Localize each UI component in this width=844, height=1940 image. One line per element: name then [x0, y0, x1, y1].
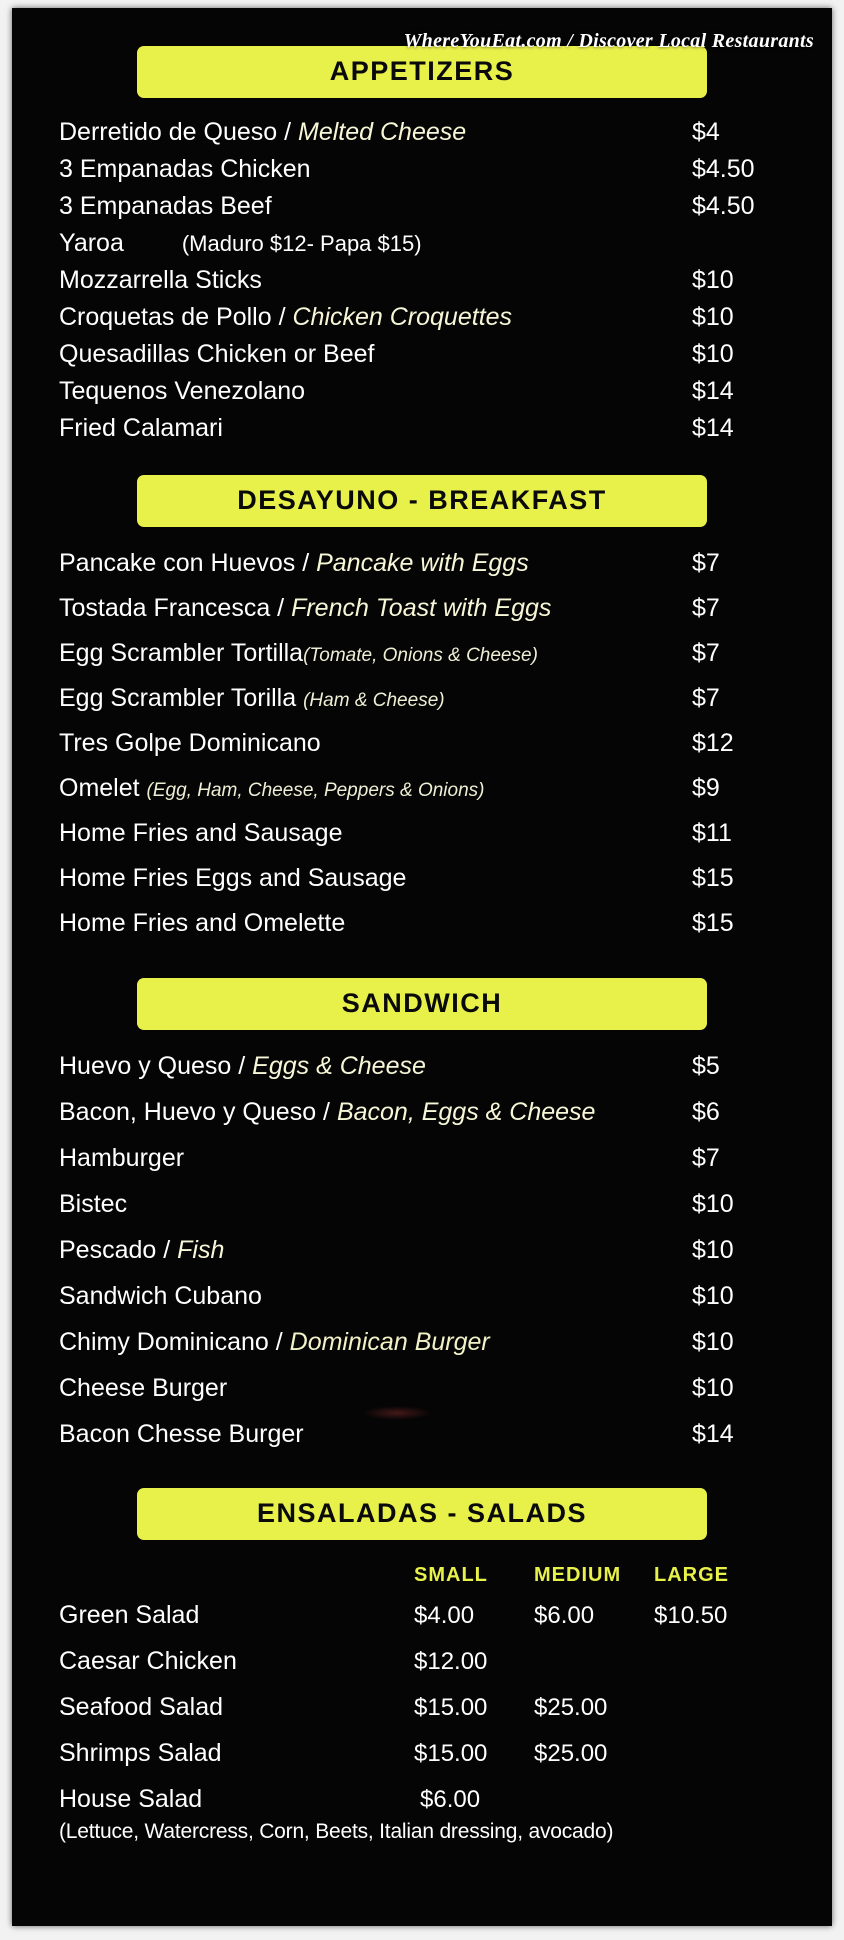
- item-name-translation: Chicken Croquettes: [292, 305, 513, 330]
- item-name: Quesadillas Chicken or Beef: [59, 342, 375, 367]
- column-header-small: SMALL: [414, 1564, 488, 1586]
- item-name: Cheese Burger: [59, 1376, 228, 1401]
- item-price: $7: [692, 639, 720, 667]
- item-name: Huevo y Queso / Eggs & Cheese: [59, 1054, 426, 1079]
- menu-row: [12, 821, 832, 846]
- menu-row: [12, 342, 832, 367]
- item-name-translation: Pancake with Eggs: [316, 551, 529, 576]
- item-name: Bistec: [59, 1192, 128, 1217]
- table-row: [12, 1785, 832, 1814]
- item-price: $11: [692, 819, 732, 847]
- item-name: Egg Scrambler Tortilla(Tomate, Onions & Cheese): [59, 641, 538, 666]
- item-name: Derretido de Queso / Melted Cheese: [59, 120, 467, 145]
- table-row: [12, 1647, 832, 1676]
- item-name: Tostada Francesca / French Toast with Eggs: [59, 596, 552, 621]
- item-name: 3 Empanadas Chicken: [59, 157, 311, 182]
- table-row: [12, 1601, 832, 1630]
- item-price: $10: [692, 340, 734, 368]
- item-price: $10: [692, 266, 734, 294]
- item-name-translation: Eggs & Cheese: [252, 1054, 426, 1079]
- section-breakfast: [12, 453, 832, 936]
- menu-row: [12, 1146, 832, 1171]
- item-price: $10: [692, 1374, 734, 1402]
- sandwich-items: [12, 1054, 832, 1447]
- item-price: $4.50: [692, 155, 755, 183]
- item-price: $4.50: [692, 192, 755, 220]
- price-small: $15.00: [414, 1740, 488, 1767]
- menu-row: [12, 686, 832, 711]
- price-small: $12.00: [414, 1648, 488, 1675]
- item-note: (Maduro $12- Papa $15): [181, 231, 422, 256]
- item-price: $10: [692, 1190, 734, 1218]
- item-name: Pancake con Huevos / Pancake with Eggs: [59, 551, 529, 576]
- item-name-translation: Bacon, Eggs & Cheese: [336, 1100, 596, 1125]
- appetizer-items: [12, 120, 832, 441]
- item-name: House Salad: [59, 1785, 203, 1813]
- price-small: $6.00: [420, 1786, 481, 1813]
- item-name: Home Fries Eggs and Sausage: [59, 866, 407, 891]
- item-name: Sandwich Cubano: [59, 1284, 262, 1309]
- item-price: $15: [692, 864, 734, 892]
- section-title-salads: ENSALADAS - SALADS: [137, 1488, 707, 1540]
- item-name: Tres Golpe Dominicano: [59, 731, 321, 756]
- item-name: Croquetas de Pollo / Chicken Croquettes: [59, 305, 513, 330]
- item-name: Fried Calamari: [59, 416, 223, 441]
- section-title-sandwich: SANDWICH: [137, 978, 707, 1030]
- item-name: 3 Empanadas Beef: [59, 194, 272, 219]
- item-name: Caesar Chicken: [59, 1647, 237, 1675]
- item-price: $7: [692, 684, 720, 712]
- item-name: Bacon, Huevo y Queso / Bacon, Eggs & Cheese: [59, 1100, 596, 1125]
- item-price: $9: [692, 774, 720, 802]
- menu-row: [12, 305, 832, 330]
- item-name: Green Salad: [59, 1601, 200, 1629]
- menu-row: [12, 157, 832, 182]
- item-name: Omelet (Egg, Ham, Cheese, Peppers & Onions): [59, 776, 485, 801]
- menu-board: [12, 8, 832, 1926]
- item-name: Hamburger: [59, 1146, 185, 1171]
- menu-row: [12, 776, 832, 801]
- menu-row: [12, 911, 832, 936]
- table-row: [12, 1693, 832, 1722]
- item-price: $7: [692, 549, 720, 577]
- item-name-translation: Fish: [177, 1238, 225, 1263]
- breakfast-items: [12, 551, 832, 936]
- item-price: $7: [692, 594, 720, 622]
- salad-ingredients-note: (Lettuce, Watercress, Corn, Beets, Italian dressing, avocado): [59, 1820, 614, 1843]
- price-medium: $25.00: [534, 1694, 608, 1721]
- section-title-appetizers: APPETIZERS: [137, 46, 707, 98]
- menu-row: [12, 641, 832, 666]
- menu-row: [12, 416, 832, 441]
- menu-row: [12, 1238, 832, 1263]
- menu-row: [12, 194, 832, 219]
- item-name: Pescado / Fish: [59, 1238, 225, 1263]
- site-watermark: WhereYouEat.com / Discover Local Restaurants: [403, 30, 814, 52]
- item-price: $6: [692, 1098, 720, 1126]
- menu-row: [12, 1422, 832, 1447]
- item-price: $5: [692, 1052, 720, 1080]
- section-title-breakfast: DESAYUNO - BREAKFAST: [137, 475, 707, 527]
- item-price: $10: [692, 1282, 734, 1310]
- menu-row: [12, 596, 832, 621]
- item-name: Home Fries and Sausage: [59, 821, 343, 846]
- table-row: [12, 1739, 832, 1768]
- item-name: Seafood Salad: [59, 1693, 224, 1721]
- column-header-medium: MEDIUM: [534, 1564, 622, 1586]
- menu-row: [12, 1192, 832, 1217]
- item-name: Mozzarrella Sticks: [59, 268, 262, 293]
- item-price: $7: [692, 1144, 720, 1172]
- item-price: $14: [692, 414, 734, 442]
- item-name-translation: French Toast with Eggs: [291, 596, 552, 621]
- price-medium: $25.00: [534, 1740, 608, 1767]
- section-salads: [12, 1468, 832, 1844]
- menu-row: [12, 1284, 832, 1309]
- item-name: Tequenos Venezolano: [59, 379, 306, 404]
- item-price: $14: [692, 1420, 734, 1448]
- menu-row: [12, 231, 832, 256]
- menu-row: [12, 1330, 832, 1355]
- menu-row: [12, 1376, 832, 1401]
- item-name: Bacon Chesse Burger: [59, 1422, 304, 1447]
- price-large: $10.50: [654, 1602, 728, 1629]
- item-name: Yaroa (Maduro $12- Papa $15): [59, 231, 422, 256]
- price-small: $15.00: [414, 1694, 488, 1721]
- menu-row: [12, 268, 832, 293]
- item-name: Egg Scrambler Torilla (Ham & Cheese): [59, 686, 445, 711]
- menu-row: [12, 1054, 832, 1079]
- salad-items: [12, 1601, 832, 1814]
- item-note: (Ham & Cheese): [303, 690, 445, 711]
- section-appetizers: [12, 8, 832, 441]
- item-name-translation: Melted Cheese: [298, 120, 467, 145]
- menu-row: [12, 379, 832, 404]
- item-price: $10: [692, 1236, 734, 1264]
- salad-column-headers: [12, 1564, 832, 1587]
- item-price: $14: [692, 377, 734, 405]
- section-sandwich: [12, 956, 832, 1447]
- menu-row: [12, 731, 832, 756]
- item-name: Shrimps Salad: [59, 1739, 222, 1767]
- item-name: Chimy Dominicano / Dominican Burger: [59, 1330, 490, 1355]
- column-header-large: LARGE: [654, 1564, 729, 1586]
- salad-header-spacer: [59, 1564, 414, 1587]
- item-note: (Tomate, Onions & Cheese): [303, 645, 538, 666]
- menu-row: [12, 120, 832, 145]
- item-price: $15: [692, 909, 734, 937]
- item-price: $10: [692, 1328, 734, 1356]
- item-price: $12: [692, 729, 734, 757]
- item-price: $4: [692, 118, 720, 146]
- item-price: $10: [692, 303, 734, 331]
- menu-row: [12, 1100, 832, 1125]
- item-note: (Egg, Ham, Cheese, Peppers & Onions): [146, 780, 485, 801]
- menu-row: [12, 551, 832, 576]
- item-name-translation: Dominican Burger: [289, 1330, 490, 1355]
- price-medium: $6.00: [534, 1602, 595, 1629]
- menu-row: [12, 866, 832, 891]
- item-name: Home Fries and Omelette: [59, 911, 346, 936]
- price-small: $4.00: [414, 1602, 475, 1629]
